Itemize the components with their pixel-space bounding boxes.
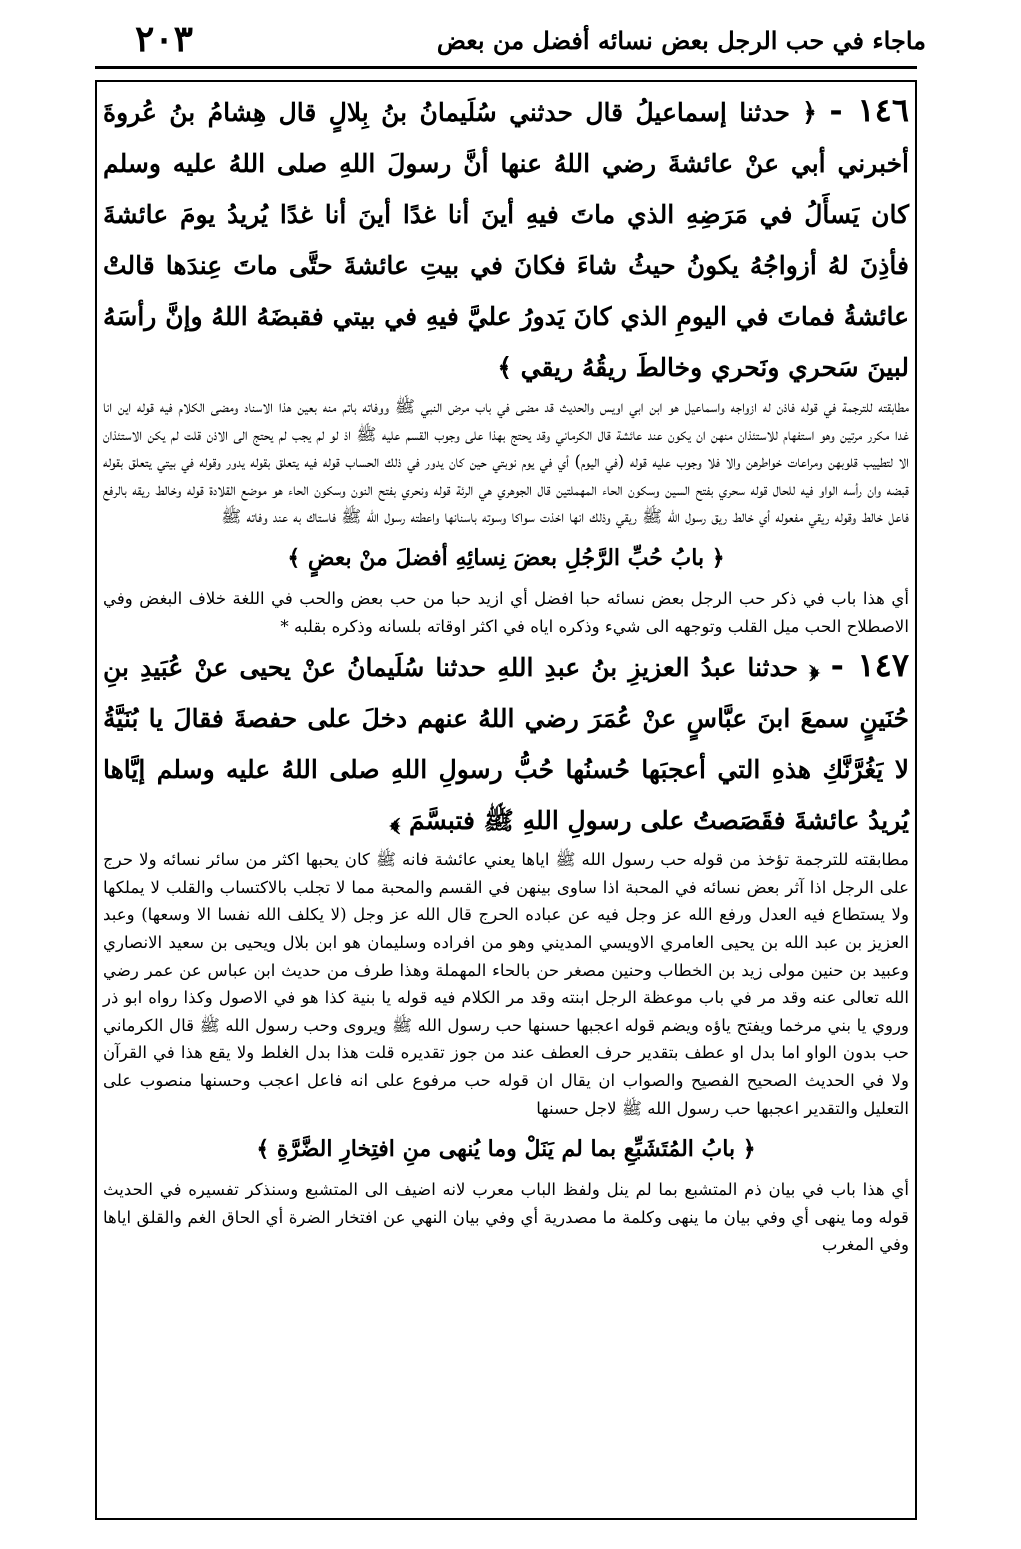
hadith-number: ١٤٦ - [829,91,910,129]
commentary-146: مطابقته للترجمة في قوله فاذن له ازواجه واسماعيل هو ابن ابي اويس والحديث قد مضى في باب مرض النبي ﷺ ووفاته باتم منه بعين هذا الاسناد ومضى الكلام فيه قوله اين انا غدا مكرر مرتين وهو استفهام للاستئذان منهن ان يكون عند عائشة قال الكرماني وقد يحتج بهذا على وجوب القسم عليه ﷺ اذ لو لم يجب لم يحتج الى الاذن قلت لم يكن الاستئذان الا لتطييب قلوبهن ومراعات خواطرهن والا فلا وجوب عليه قوله (في اليوم) أي في يوم نوبتي حين كان يدور في ذلك الحساب قوله فيه يتعلق بقوله يدور وقوله في بيتي يتعلق بقوله قبضه وان رأسه الواو فيه للحال قوله سحري بفتح السين وسكون الحاء المهملتين قال الجوهري هي الرئة قوله ونحري بفتح النون وسكون الحاء هو موضع القلادة قوله وخالط ريقه بالرفع فاعل خالط وقوله ريقي مفعوله أي خالط ريق رسول الله ﷺ ريقي وذلك انها اخذت سواكا وسوته باسنانها واعطته رسول الله ﷺ فاستاك به عند وفاته ﷺ [103,397,909,527]
chapter-commentary: أي هذا باب في ذكر حب الرجل بعض نسائه حبا افضل أي ازيد حبا من حب بعض والحب في اللغة خلاف البغض وفي الاصطلاح الحب ميل القلب وتوجهه الى شيء وذكره اياه في اكثر اوقاته بلسانه وذكره بقلبه * [103,588,909,636]
page-header [120,18,926,60]
hadith-147 [103,640,909,846]
hadith-text: ﴿ حدثنا عبدُ العزيزِ بنُ عبدِ اللهِ حدثنا سُلَيمانُ عنْ يحيى عنْ عُبَيدِ بنِ حُنَينٍ سمعَ ابنَ عبَّاسٍ عنْ عُمَرَ رضي اللهُ عنهم دخلَ على حفصةَ فقالَ يا بُنَيَّةُ لا يَغُرَّنَّكِ هذهِ التي أعجبَها حُسنُها حُبُّ رسولِ اللهِ صلى اللهُ عليه وسلم إيَّاها يُريدُ عائشةَ فقَصَصتُ على رسولِ اللهِ ﷺ فتبسَّمَ ﴾ [103,653,909,836]
main-text [103,85,909,1259]
hadith-146 [103,85,909,393]
page-number: ٢٠٣ [135,18,194,60]
hadith-text: ﴿ حدثنا إسماعيلُ قال حدثني سُلَيمانُ بنُ بِلالٍ قال هِشامُ بنُ عُروةَ أخبرني أبي عنْ عائشةَ رضي اللهُ عنها أنَّ رسولَ اللهِ صلى اللهُ عليه وسلم كان يَسأَلُ في مَرَضِهِ الذي ماتَ فيهِ أينَ أنا غدًا أينَ أنا غدًا يُريدُ يومَ عائشةَ فأذِنَ لهُ أزواجُهُ يكونُ حيثُ شاءَ فكانَ في بيتِ عائشةَ حتَّى ماتَ عِندَها قالتْ عائشةُ فماتَ في اليومِ الذي كانَ يَدورُ عليَّ فيهِ في بيتي فقبضَهُ اللهُ وإنَّ رأسَهُ لبينَ سَحري ونَحري وخالطَ ريقُهُ ريقي ﴾ [103,98,909,382]
header-rule [95,66,917,69]
chapter-heading: ﴿ بابُ حُبِّ الرَّجُلِ بعضَ نِسائِهِ أفضلَ منْ بعضٍ ﴾ [287,544,725,571]
chapter-heading: ﴿ بابُ المُتَشَبِّعِ بما لم يَنَلْ وما يُنهى منِ افتِخارِ الضَّرَّةِ ﴾ [256,1136,756,1163]
hadith-number: ١٤٧ - [830,646,909,685]
commentary-147: مطابقته للترجمة تؤخذ من قوله حب رسول الله ﷺ اياها يعني عائشة فانه ﷺ كان يحبها اكثر من سائر نسائه ولا حرج على الرجل اذا آثر بعض نسائه في المحبة اذا ساوى بينهن في القسم والمحبة مما لا تجلب بالاكتساب والقلب لا يملكها ولا يستطاع فيه العدل ورفع الله عز وجل فيه عن عباده الحرج قال الله عز وجل (لا يكلف الله نفسا الا وسعها) وعبد العزيز بن عبد الله بن يحيى العامري الاويسي المديني وهو من افراده وسليمان هو ابن بلال ويحيى بن سعيد الانصاري وعبيد بن حنين مولى زيد بن الخطاب وحنين مصغر حن بالحاء المهملة وهذا طرف من حديث ابن عباس عن عمر رضي الله تعالى عنه وقد مر في باب موعظة الرجل ابنته وقد مر الكلام فيه قوله يا بنية كذا هو في الاصول وكذا رواه ابو ذر وروي يا بني مرخما ويفتح ياؤه ويضم قوله اعجبها حسنها حب رسول الله ﷺ ويروى وحب رسول الله ﷺ قال الكرماني حب بدون الواو اما بدل او عطف بتقدير حرف العطف عند من جوز تقديره قلت هذا بدل الغلط ولا يقع هذا في القرآن ولا في الحديث الصحيح الفصيح والصواب ان يقال ان قوله حب مرفوع على انه فاعل اعجب وحسنها منصوب على التعليل والتقدير اعجبها حب رسول الله ﷺ لاجل حسنها [103,850,909,1118]
chapter-commentary: أي هذا باب في بيان ذم المتشبع بما لم ينل ولفظ الباب معرب لانه اضيف الى المتشبع وسنذكر تفسيره في الحديث قوله وما ينهى أي وفي بيان ما ينهى وكلمة ما مصدرية أي وفي بيان النهي عن افتخار الضرة أي الحاق الغم والقلق اياها وفي المغرب [103,1180,909,1255]
running-head: ماجاء في حب الرجل بعض نسائه أفضل من بعض [436,26,926,55]
